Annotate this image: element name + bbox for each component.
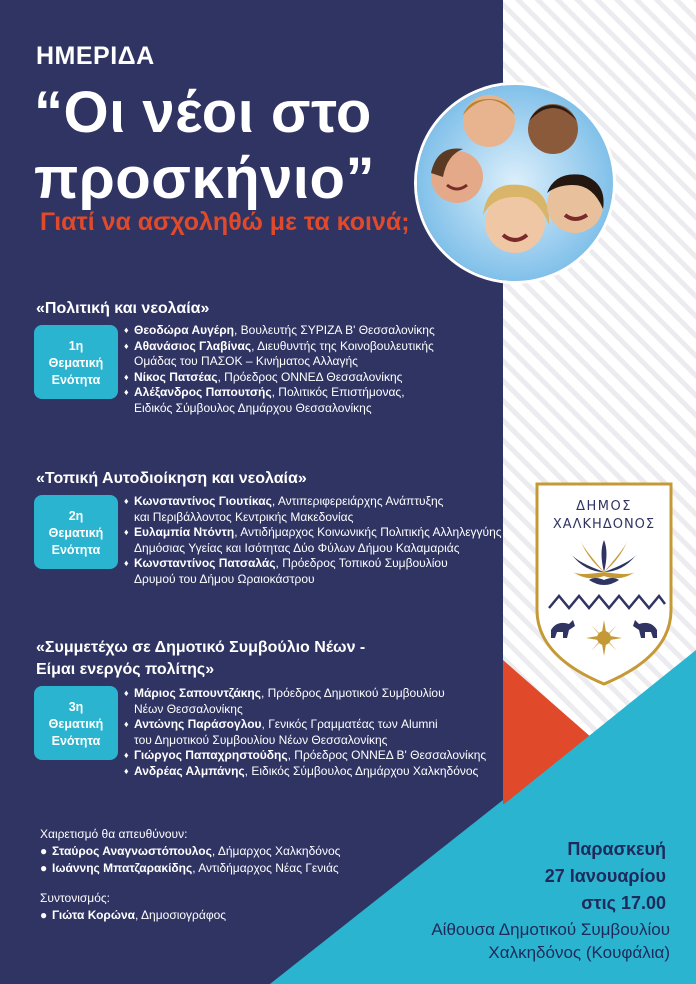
diamond-bullet-icon: ♦ — [124, 719, 129, 729]
event-day: Παρασκευή — [567, 839, 666, 859]
speaker-item: ♦ Ανδρέας Αλμπάνης, Ειδικός Σύμβουλος Δημάρχου Χαλκηδόνος — [124, 763, 479, 778]
event-title — [34, 80, 375, 212]
speaker-item: ♦ Μάριος Σαπουντζάκης, Πρόεδρος Δημοτικού Συμβουλίου Νέων Θεσσαλονίκης — [124, 686, 445, 716]
greeting-item: ● Ιωάννης Μπατζαρακίδης, Αντιδήμαρχος Νέας Γενιάς — [40, 861, 339, 875]
speaker-item: ♦ Νίκος Πατσέας, Πρόεδρος ΟΝΝΕΔ Θεσσαλονίκης — [124, 369, 403, 384]
diamond-bullet-icon: ♦ — [124, 750, 129, 760]
coordination-label: Συντονισμός: — [40, 891, 111, 905]
diamond-bullet-icon: ♦ — [124, 527, 129, 537]
section-2-speakers — [124, 494, 504, 587]
bullet-icon: ● — [40, 861, 48, 875]
speaker-item: ♦ Ευλαμπία Ντόντη, Αντιδήμαρχος Κοινωνικής Πολιτικής Αλληλεγγύης Δημόσιας Υγείας και Ισότητας Δύο Φύλων Δήμου Καλαμαριάς — [124, 525, 502, 555]
diamond-bullet-icon: ♦ — [124, 340, 129, 351]
speaker-item: ♦ Γιώργος Παπαχρηστούδης, Πρόεδρος ΟΝΝΕΔ Β' Θεσσαλονίκης — [124, 748, 487, 762]
greetings-block — [40, 826, 340, 877]
bullet-icon: ● — [40, 908, 48, 922]
speaker-item: ♦ Κωνσταντίνος Γιουτίκας, Αντιπεριφερειάρχης Ανάπτυξης και Περιβάλλοντος Κεντρικής Μακεδονίας — [124, 494, 444, 524]
title-line-2: προσκήνιο” — [34, 146, 375, 211]
diamond-bullet-icon: ♦ — [124, 688, 129, 698]
section-1-speakers — [124, 323, 464, 416]
municipality-crest-logo — [533, 480, 675, 688]
diamond-bullet-icon: ♦ — [124, 496, 129, 506]
sun-star-icon — [586, 620, 622, 656]
diamond-bullet-icon: ♦ — [124, 765, 129, 776]
event-venue: Αίθουσα Δημοτικού Συμβουλίου Χαλκηδόνος (Κουφάλια) — [431, 920, 670, 962]
bullet-icon: ● — [40, 844, 48, 858]
section-2-badge: 2η Θεματική Ενότητα — [34, 495, 118, 569]
section-3-badge: 3η Θεματική Ενότητα — [34, 686, 118, 760]
coordinator-item: ● Γιώτα Κορώνα, Δημοσιογράφος — [40, 908, 227, 922]
greeting-item: ● Σταύρος Αναγνωστόπουλος, Δήμαρχος Χαλκηδόνος — [40, 844, 341, 858]
diamond-bullet-icon: ♦ — [124, 387, 129, 397]
greetings-label: Χαιρετισμό θα απευθύνουν: — [40, 827, 188, 841]
section-3-title: «Συμμετέχω σε Δημοτικό Συμβούλιο Νέων - Είμαι ενεργός πολίτης» — [36, 639, 366, 678]
diamond-bullet-icon: ♦ — [124, 371, 129, 382]
diamond-bullet-icon: ♦ — [124, 325, 129, 335]
event-time: στις 17.00 — [581, 893, 666, 913]
title-line-1: “Οι νέοι στο — [34, 80, 372, 145]
group-photo — [414, 82, 616, 284]
section-2-title: «Τοπική Αυτοδιοίκηση και νεολαία» — [36, 470, 307, 487]
section-3-speakers — [124, 686, 494, 779]
event-date: 27 Ιανουαρίου — [544, 866, 666, 886]
crest-line-2: ΧΑΛΚΗΔΟΝΟΣ — [552, 517, 656, 532]
coordination-block — [40, 890, 226, 924]
crest-line-1: ΔΗΜΟΣ — [576, 499, 632, 514]
speaker-item: ♦ Αντώνης Παράσογλου, Γενικός Γραμματέας των Alumni του Δημοτικού Συμβουλίου Νέων Θεσσαλονίκης — [124, 717, 438, 747]
speaker-item: ♦ Αθανάσιος Γλαβίνας, Διευθυντής της Κοινοβουλευτικής Ομάδας του ΠΑΣΟΚ – Κινήματος Αλλαγής — [124, 338, 434, 368]
event-subtitle: Γιατί να ασχοληθώ με τα κοινά; — [40, 208, 410, 236]
event-type: ΗΜΕΡΙΔΑ — [36, 42, 155, 70]
speaker-item: ♦ Θεοδώρα Αυγέρη, Βουλευτής ΣΥΡΙΖΑ Β' Θεσσαλονίκης — [124, 323, 435, 337]
speaker-item: ♦ Κωνσταντίνος Πατσαλάς, Πρόεδρος Τοπικού Συμβουλίου Δρυμού του Δήμου Ωραιοκάστρου — [124, 556, 448, 586]
section-1-title: «Πολιτική και νεολαία» — [36, 300, 210, 317]
event-date-block — [545, 836, 666, 917]
diamond-bullet-icon: ♦ — [124, 558, 129, 568]
section-1-badge: 1η Θεματική Ενότητα — [34, 325, 118, 399]
speaker-item: ♦ Αλέξανδρος Παπουτσής, Πολιτικός Επιστήμονας, Ειδικός Σύμβουλος Δημάρχου Θεσσαλονίκης — [124, 385, 405, 415]
